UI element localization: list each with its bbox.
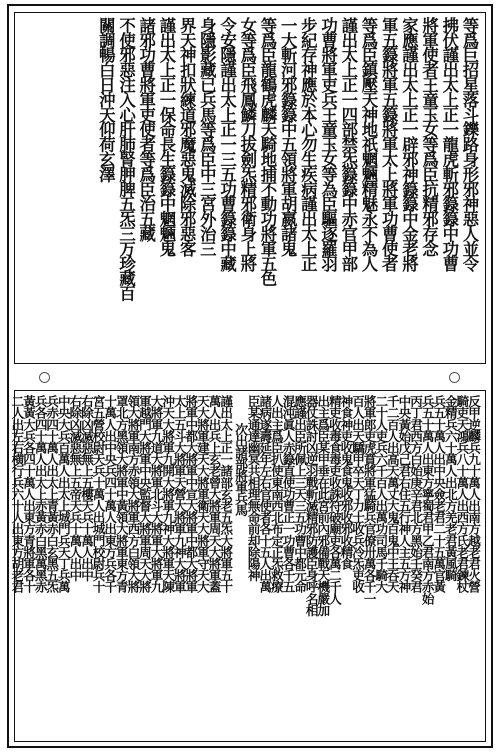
text-column: 步紀存神應於本心勿生疾病謹出太上正: [298, 17, 318, 271]
text-column: 丙丁君西方白始庚辛君北方黑始壬癸君: [408, 395, 424, 593]
text-columns-bottom: [9, 395, 481, 737]
page-bottom: [9, 390, 486, 742]
text-column: 中央黃始戊己君右住五行神人主五方神: [396, 395, 412, 593]
binding-hole: [449, 372, 460, 383]
text-column: 臣某通達幽冥共相理無命前却除陽神: [245, 395, 261, 581]
text-column: 一大斬河邪籙籙中五領將軍胡嬴諸鬼: [278, 17, 298, 256]
binding-hole: [39, 372, 50, 383]
text-column: 沖天大將軍九開大將軍九神大將軍天陳: [160, 395, 176, 593]
text-column: 等爲臣龍鶴虎麟天騎地捕不動功將軍五色: [257, 17, 277, 286]
section-title: 次出諸部將軍兵馬: [232, 423, 248, 515]
text-column: 萬人出兵上玄老曾大將軍周天大將軍蓋: [206, 395, 222, 593]
text-column: 二人出左右横行兵六十人出東方胡老君: [9, 395, 25, 593]
page-top: [14, 12, 486, 364]
text-column: 家應謹出太上正一辟邪神籙籙中金老將: [399, 17, 419, 271]
text-column: 將軍郎吏虎賁將軍猛騎兵官僚卅萬各千一: [361, 395, 377, 604]
text-column: 百人出天驕甲卒天丁力士收兵冷炁吏收: [350, 395, 366, 593]
text-column: 器仗誅討凶逆羽戰斬滅精邪防護臣身呼名相: [303, 395, 319, 616]
text-column: 諸病遂壽延年左右官使者各十五人出萬: [257, 395, 273, 593]
text-column: 女等爲臣飛鳳鱗刀拔劍炁精邪衛身上將: [237, 17, 257, 271]
text-column: 兵各四十萬人出太上赤黃赤白黑萬黑赤: [32, 395, 48, 593]
text-column: 不使邪惡注入心肝肺腎胛脾五炁三万珍藏百: [116, 17, 136, 301]
text-column: 騎吏天鴻兵八十萬人出西方氏老君鍊杖: [454, 395, 470, 593]
text-column: 領大將軍南方赤領大將軍西方白領大將: [125, 395, 141, 593]
text-column: 宮五營校尉天兵十萬人出城門校尉兵十: [90, 395, 106, 593]
text-column: 軍越門大將軍中央監督大將軍周天大將: [136, 395, 152, 593]
text-column: 右除凶滅惡無上五帝天兵十萬人出中: [67, 395, 83, 581]
text-column: 關調暢白日沖天仰荷玄澤: [96, 17, 116, 181]
text-column: 令安隱謹出太上正一三五功曹籙籙中藏: [217, 17, 237, 271]
text-column: 太上五斗大將軍天營大將軍九神大將軍: [171, 395, 187, 593]
text-column: 罩北方黑領大將軍中黃領大將軍東方青: [113, 395, 129, 593]
text-column: 反甲逆麟兵九十萬人出南方越老君火營: [466, 395, 481, 593]
text-column: 出主爲臣某甲垂在此宮前內邪備戰天機嚴加: [315, 395, 331, 616]
text-column: 精吏收毒食毒吏收誅符破廟吏各萬二千人: [326, 395, 342, 604]
text-column: 謹出太上正一保命長生籙籙中魍魎鬼: [156, 17, 176, 256]
text-column: 兵五十萬人出中央僉老君二十五萬官黃: [431, 395, 447, 593]
binding-margin: [9, 366, 491, 388]
text-column: 混沌眞人赤籙直使功曹正一功曹各千五: [280, 395, 296, 593]
text-column: 右除凶滅惡無上五樓天兵十萬人出中: [79, 395, 94, 581]
text-column: 功曹將軍吏兵王童玉女等為臣驅逐羅羽: [318, 17, 338, 271]
text-column: 中央大兵百萬人出太上城門兵天丁兵萬: [55, 395, 71, 593]
text-column: 等爲臣鎮壓天神地祇魍魎精魅永不為人: [358, 17, 378, 271]
text-column: 千二百人出高天萬丈大鬼百鬼中王吞天: [384, 395, 400, 593]
text-column: 兵五十萬人出東方寧蜀君甲乙君南方赤始: [419, 395, 435, 604]
text-column: 拂伏謹出太上正一龍虎斬邪籙籙中功曹: [439, 17, 459, 271]
text-column: 謹出太上正一四部禁炁籙籙中赤官甲部: [338, 17, 358, 271]
text-column: 將軍中都大將軍中宣大將軍中都大將軍: [183, 395, 199, 593]
text-column: 十萬人出中央兵四十萬人出東方兵各千: [102, 395, 118, 593]
text-column: 將軍使者王童玉女等爲臣抗精邪存念: [419, 17, 439, 256]
text-columns-top: [21, 17, 479, 359]
text-column: 神食神吏收鬼食鬼收邪收邪收精食: [338, 395, 354, 569]
text-column: 黃黃大兵各四十萬人出東方青將軍各十: [21, 395, 37, 593]
text-column: 應謹出臣所佩上三天三五功曹中都元命: [292, 395, 308, 593]
text-column: 大將軍九道大將軍北斗大將軍大將軍九: [148, 395, 164, 593]
text-column: 天大將軍建天大將軍衛天大將軍守天大: [194, 395, 210, 593]
page-frame: [7, 4, 493, 748]
text-column: 界天神扣狀練道邪魔惡鬼滅除邪惡客: [177, 17, 197, 256]
text-column: 兵赤四十萬人出太上青黃赤白玄黑五炁: [44, 395, 60, 593]
text-column: 謹出太上正一諸部玄老五炁大將軍五十: [218, 395, 234, 593]
text-column: 人出主爲臣扒使東南西北布定正炁救療: [268, 395, 284, 593]
text-column: 身隱影藏已兵馬等爲臣中三宮外治三: [197, 17, 217, 256]
text-column: 軍五籙將軍五籙將軍太上將軍功曹使者: [379, 17, 399, 271]
text-column: 等爲巨招星落斗鑠路身形邪神惡人並令: [460, 17, 479, 271]
text-column: 二十人吏兵六千百人出萬功司馬千騎大: [373, 395, 389, 593]
text-column: 金精兵六十萬人出北方羌老君黃風騎: [442, 395, 458, 581]
text-column: 諸邪功曹將軍吏使者等爲臣治五藏: [136, 17, 156, 241]
